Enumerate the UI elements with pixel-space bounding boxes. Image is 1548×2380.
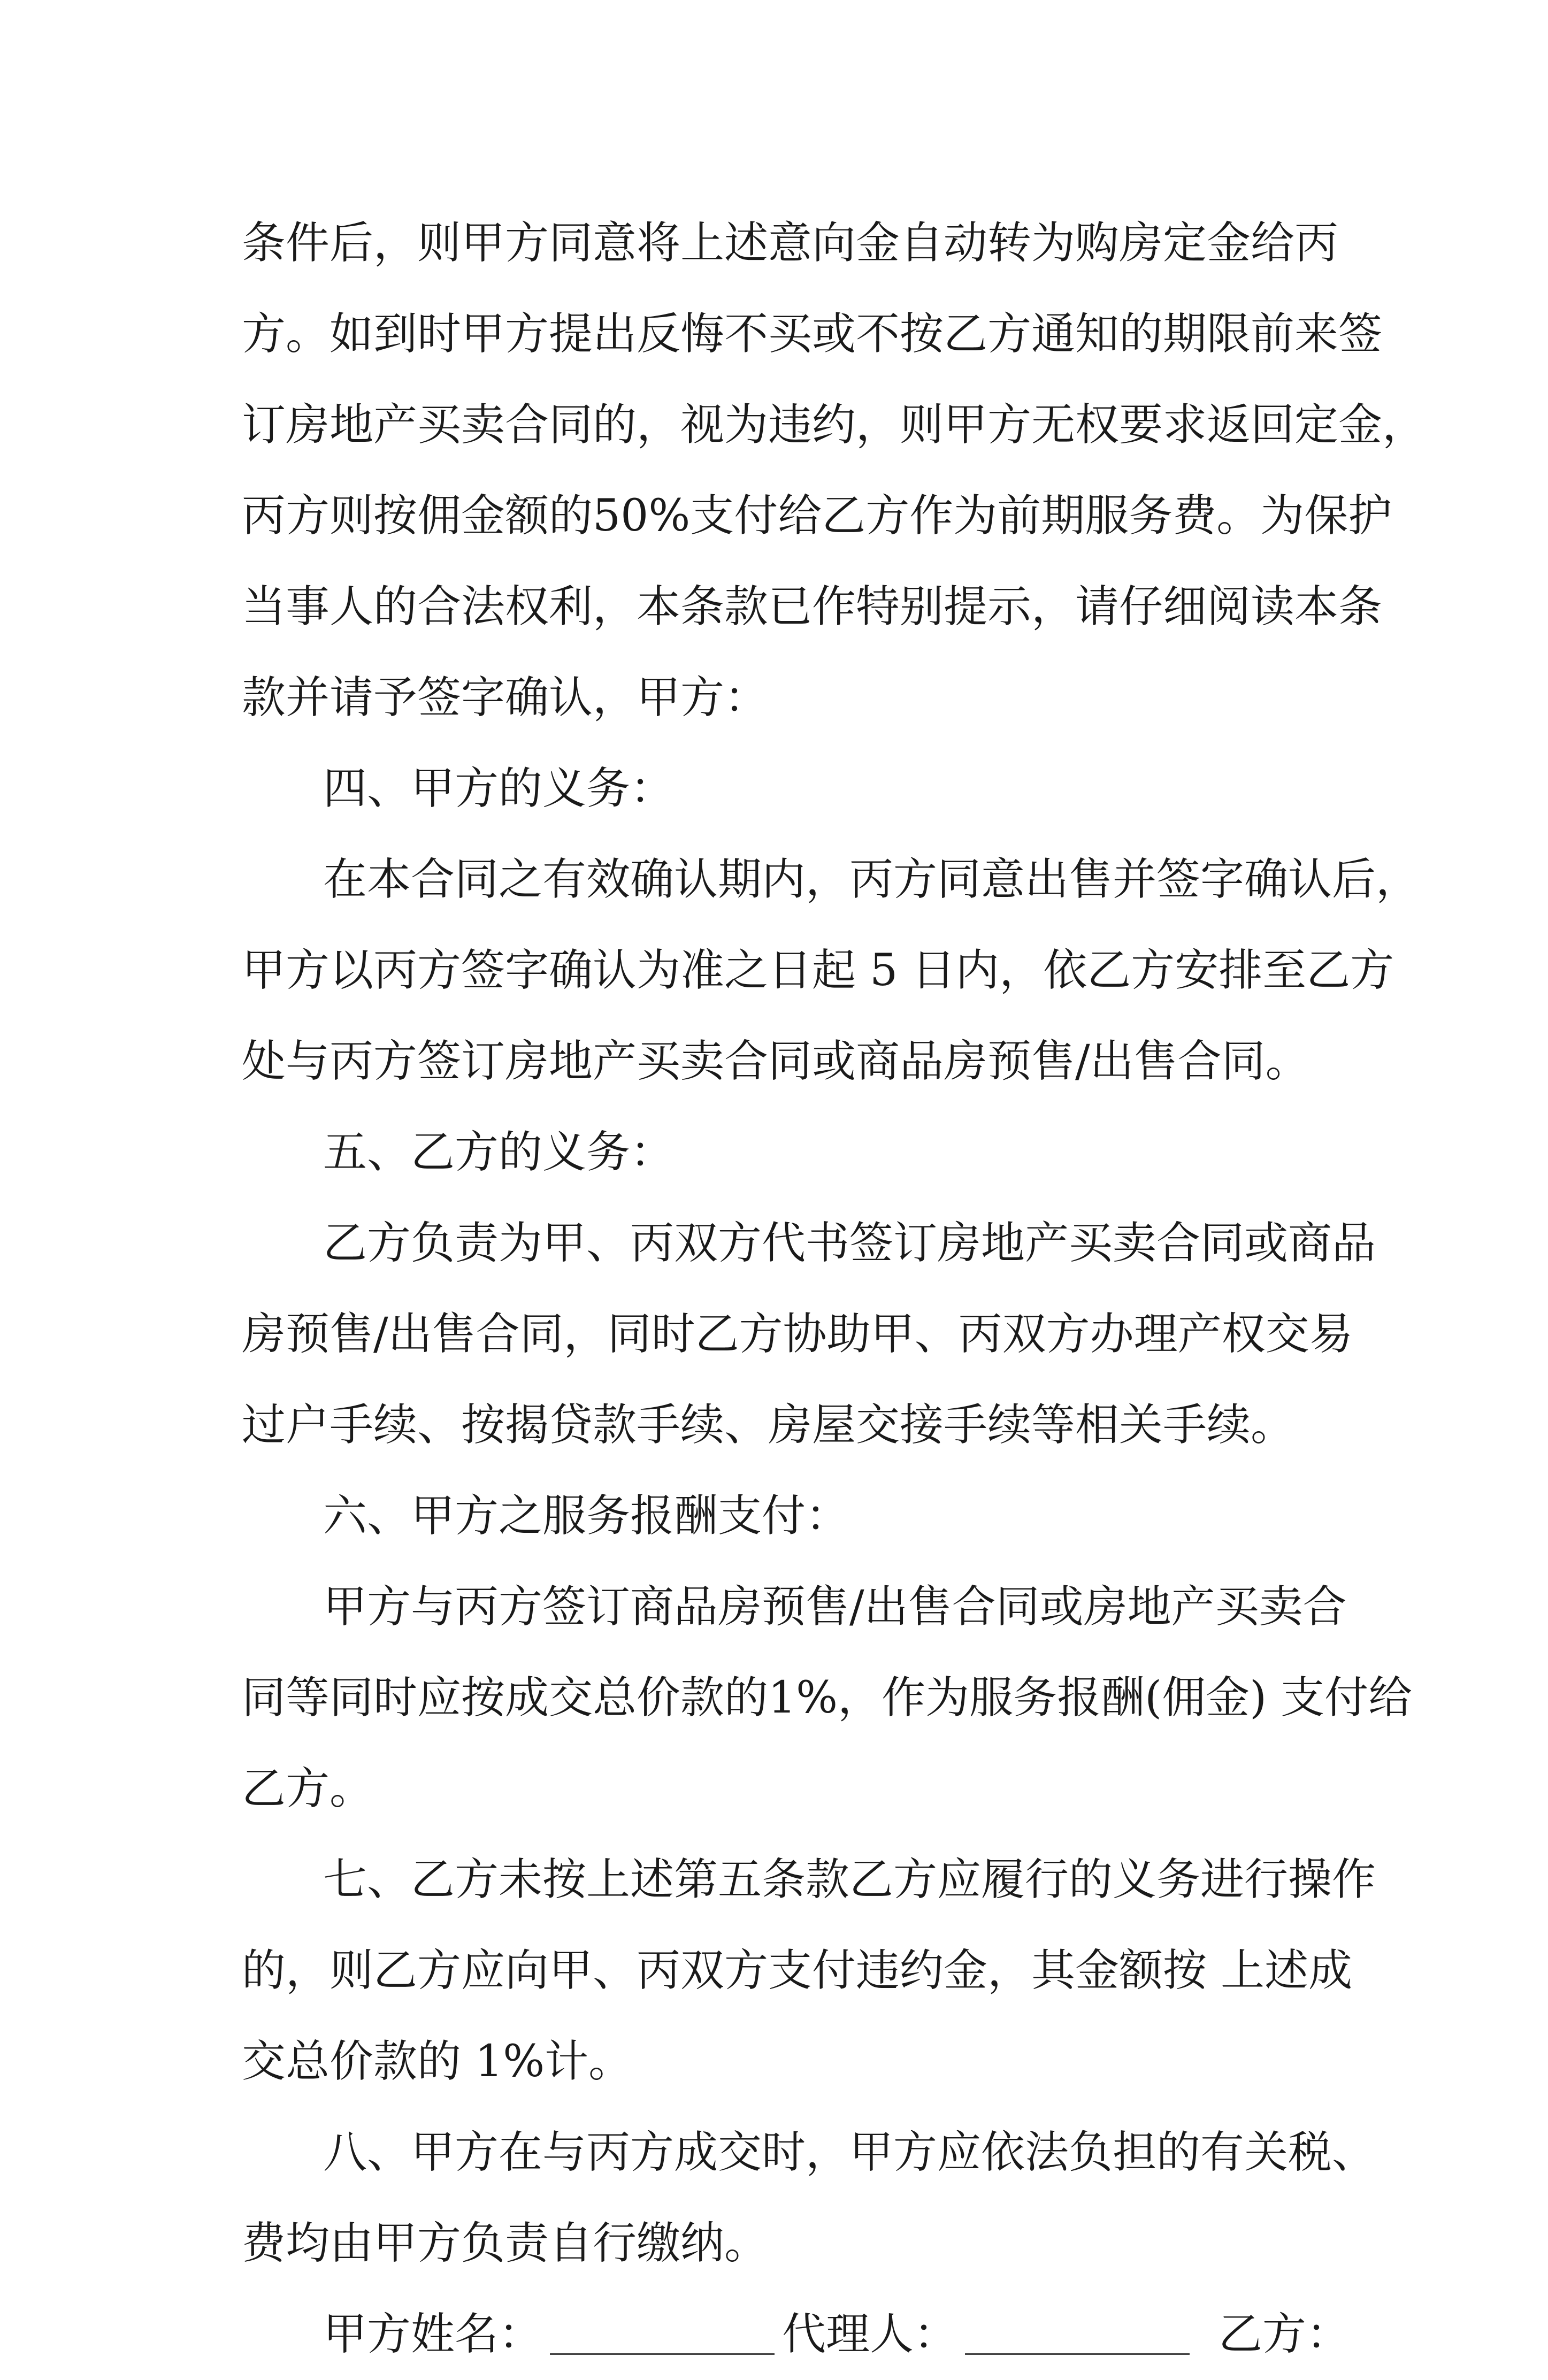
paragraph-line: 乙方。 [242, 1763, 374, 1814]
paragraph-line: 房预售/出售合同，同时乙方协助甲、丙双方办理产权交易 [242, 1309, 1353, 1360]
paragraph-line: 款并请予签字确认，甲方： [242, 672, 769, 723]
paragraph-line: 交总价款的 1%计。 [242, 2036, 633, 2087]
agent-label: 代理人： [782, 2309, 958, 2360]
paragraph-line: 丙方则按佣金额的50%支付给乙方作为前期服务费。为保护 [242, 490, 1392, 541]
paragraph-line: 处与丙方签订房地产买卖合同或商品房预售/出售合同。 [242, 1036, 1309, 1087]
paragraph-line: 甲方以丙方签字确认为准之日起 5 日内，依乙方安排至乙方 [242, 945, 1394, 996]
paragraph-line: 当事人的合法权利，本条款已作特别提示，请仔细阅读本条 [242, 581, 1383, 632]
section-heading-4: 四、甲方的义务： [323, 763, 675, 814]
paragraph-line: 方。如到时甲方提出反悔不买或不按乙方通知的期限前来签 [242, 309, 1383, 359]
paragraph-line: 在本合同之有效确认期内，丙方同意出售并签字确认后， [323, 854, 1420, 905]
section-heading-5: 五、乙方的义务： [323, 1127, 675, 1178]
paragraph-line: 七、乙方未按上述第五条款乙方应履行的义务进行操作 [323, 1854, 1376, 1905]
paragraph-line: 过户手续、按揭贷款手续、房屋交接手续等相关手续。 [242, 1400, 1295, 1450]
section-heading-6: 六、甲方之服务报酬支付： [323, 1491, 850, 1541]
paragraph-line: 甲方与丙方签订商品房预售/出售合同或房地产买卖合 [323, 1581, 1347, 1632]
paragraph-line: 订房地产买卖合同的，视为违约，则甲方无权要求返回定金， [242, 400, 1427, 450]
party-a-name-field[interactable] [550, 2289, 775, 2355]
paragraph-line: 条件后，则甲方同意将上述意向金自动转为购房定金给丙 [242, 218, 1339, 268]
paragraph-line: 的，则乙方应向甲、丙双方支付违约金，其金额按 上述成 [242, 1945, 1353, 1996]
paragraph-line: 乙方负责为甲、丙双方代书签订房地产买卖合同或商品 [323, 1218, 1376, 1269]
agent-field[interactable] [965, 2289, 1190, 2355]
signature-row [323, 2289, 1351, 2380]
paragraph-line: 同等同时应按成交总价款的1%，作为服务报酬(佣金) 支付给 [242, 1672, 1413, 1723]
party-b-label: 乙方： [1219, 2309, 1351, 2360]
party-a-name-label: 甲方姓名： [323, 2309, 543, 2360]
paragraph-line: 八、甲方在与丙方成交时，甲方应依法负担的有关税、 [323, 2127, 1376, 2178]
paragraph-line: 费均由甲方负责自行缴纳。 [242, 2218, 769, 2269]
